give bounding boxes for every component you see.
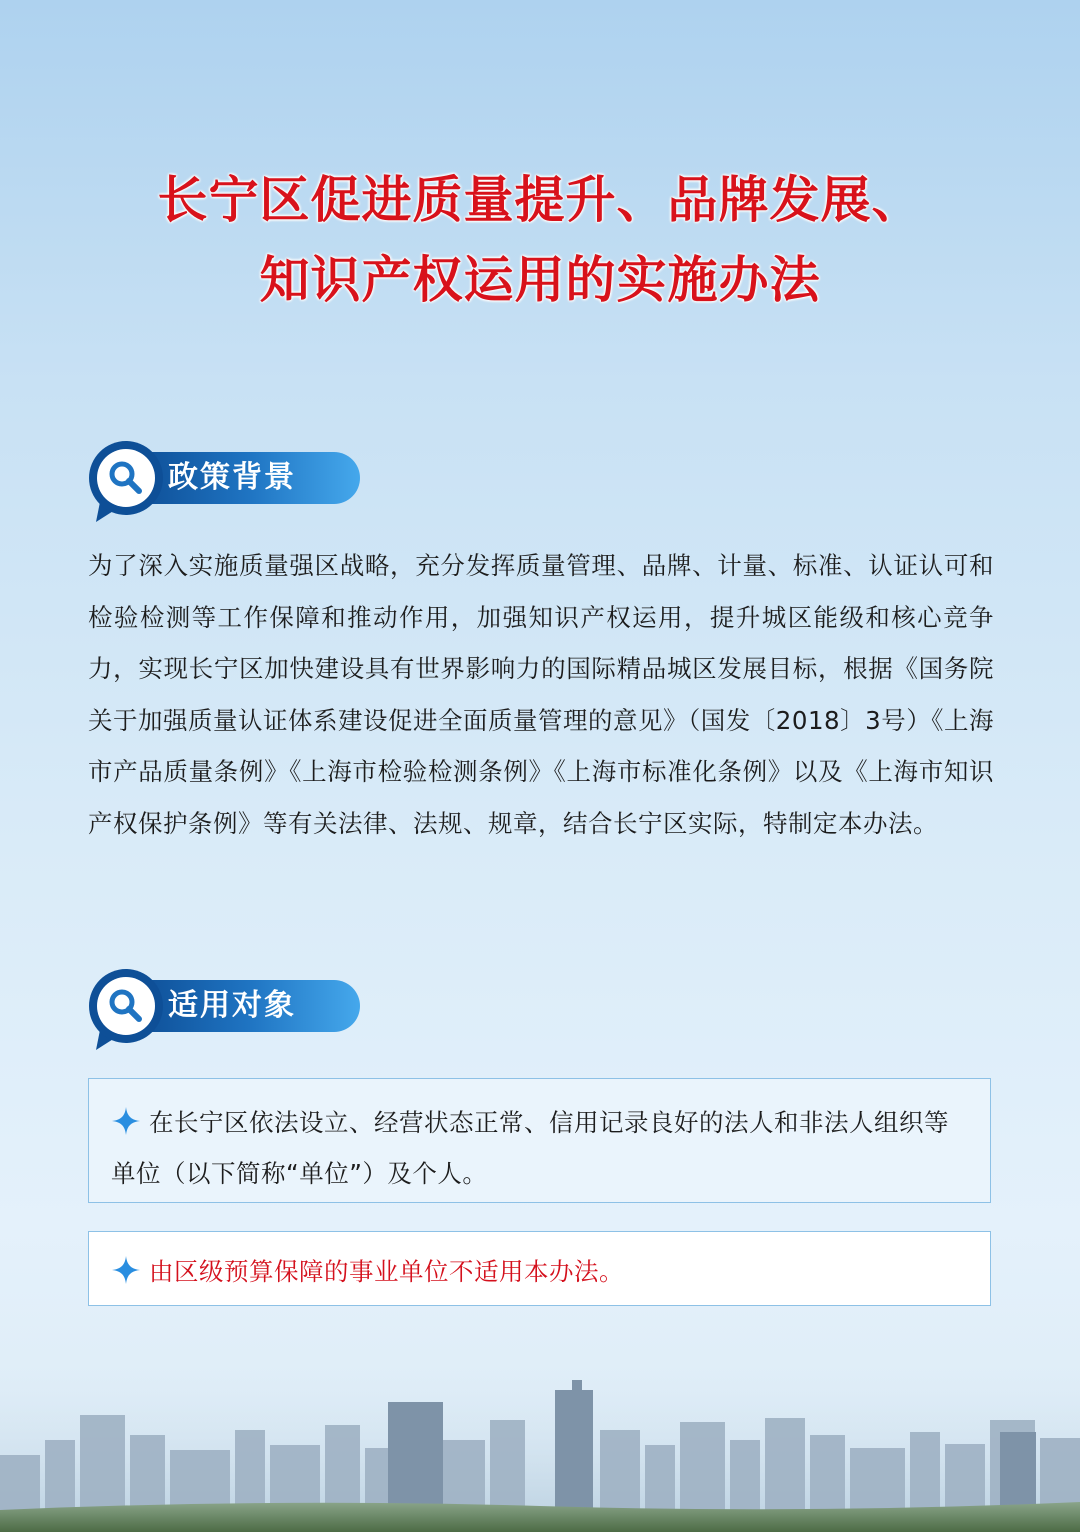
- magnifier-icon: [88, 440, 168, 524]
- scope-exclusion: [111, 1246, 968, 1297]
- scope-item-box: [88, 1078, 991, 1203]
- scope-item: [111, 1097, 968, 1199]
- section-title-policy-background: 政策背景: [168, 460, 296, 495]
- scope-exclusion-box: [88, 1231, 991, 1306]
- scope-exclusion-text: 由区级预算保障的事业单位不适用本办法。: [149, 1257, 624, 1286]
- section-header-applicable-scope: [88, 968, 368, 1078]
- policy-background-text: 为了深入实施质量强区战略，充分发挥质量管理、品牌、计量、标准、认证认可和检验检测等工作保障和推动作用，加强知识产权运用，提升城区能级和核心竞争力，实现长宁区加快建设具有世界影响力的国际精品城区发展目标，根据《国务院关于加强质量认证体系建设促进全面质量管理的意见》（国发〔2018〕3号）《上海市产品质量条例》《上海市检验检测条例》《上海市标准化条例》以及《上海市知识产权保护条例》等有关法律、法规、规章，结合长宁区实际，特制定本办法。: [88, 551, 994, 838]
- section-title-applicable-scope: 适用对象: [168, 988, 296, 1023]
- magnifier-icon: [88, 968, 168, 1052]
- city-skyline-image: [0, 1360, 1080, 1532]
- scope-item-text: 在长宁区依法设立、经营状态正常、信用记录良好的法人和非法人组织等单位（以下简称“单位”）及个人。: [111, 1108, 949, 1188]
- page-title-line-2: 知识产权运用的实施办法: [259, 251, 821, 309]
- sparkle-star-icon: [111, 1255, 141, 1285]
- sparkle-star-icon: [111, 1106, 141, 1136]
- page-title: [0, 160, 1080, 320]
- section-header-policy-background: [88, 440, 368, 550]
- page-title-line-1: 长宁区促进质量提升、品牌发展、: [157, 171, 923, 229]
